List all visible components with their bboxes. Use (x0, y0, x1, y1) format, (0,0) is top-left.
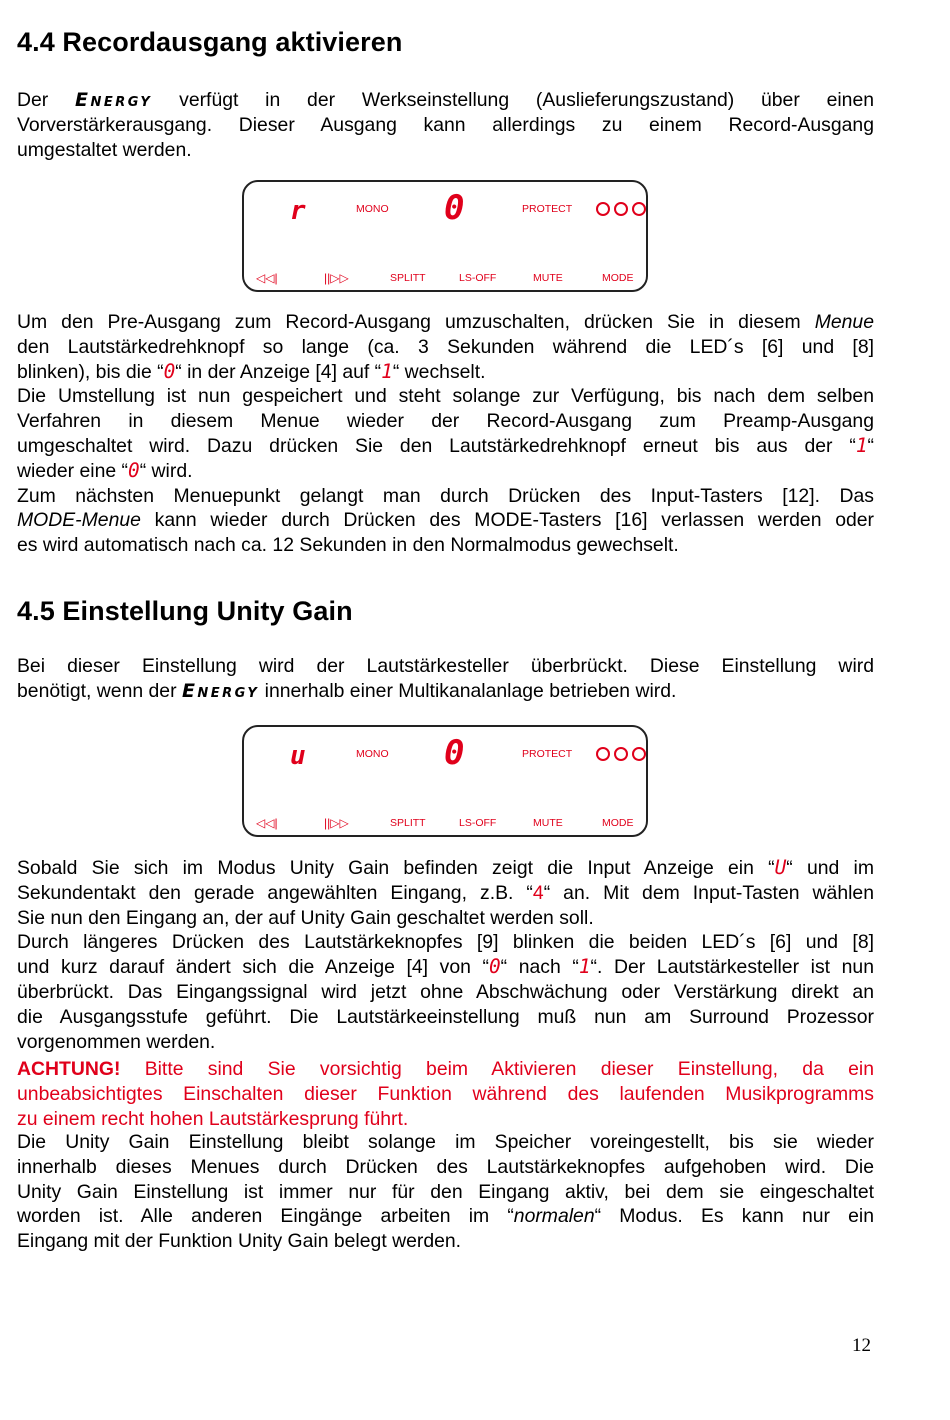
body-text: Sie nun den Eingang an, der auf Unity Gain geschaltet werden soll. (17, 906, 594, 929)
mode-label: MODE (602, 817, 634, 829)
previous-icon: ◁◁| (256, 271, 278, 285)
body-text: “ wechselt. (392, 360, 486, 383)
warning-text: Bitte sind Sie vorsichtig beim Aktivieren dieser Einstellung, da ein (144, 1058, 875, 1080)
led-circle-icon (614, 202, 628, 216)
mute-label: MUTE (533, 817, 563, 829)
mode-label: MODE (602, 272, 634, 284)
body-text: “. Der Lautstärkesteller ist nun (590, 956, 874, 979)
body-text: Verfahren in diesem Menue wieder der Record-Ausgang zum Preamp-Ausgang (17, 410, 874, 433)
body-text: “ in der Anzeige [4] auf “ (175, 360, 382, 383)
previous-icon: ◁◁| (256, 816, 278, 830)
section-4-4-intro (17, 88, 874, 162)
segment-glyph: 0 (163, 359, 176, 383)
intro-text: verfügt in der Werkseinstellung (Auslieferungszustand) über einen (179, 89, 875, 111)
splitt-label: SPLITT (390, 272, 426, 284)
body-text: vorgenommen werden. (17, 1030, 216, 1053)
protect-indicator: PROTECT (522, 203, 573, 215)
mono-indicator: MONO (356, 748, 389, 760)
body-text: überbrückt. Das Eingangssignal wird jetzt ohne Abschwächung oder Verstärkung direkt an (17, 980, 874, 1003)
led-circle-icon (632, 747, 646, 761)
body-text: blinken), bis die “ (17, 360, 164, 383)
protect-indicator: PROTECT (522, 748, 573, 760)
led-circle-icon (614, 747, 628, 761)
body-text: Sobald Sie sich im Modus Unity Gain befinden zeigt die Input Anzeige ein “ (17, 857, 775, 879)
body-text: und kurz darauf ändert sich die Anzeige [4] von “ (17, 956, 489, 979)
body-text: “ (867, 434, 874, 457)
display-symbol: r (290, 196, 306, 226)
display-digit: 0 (444, 188, 465, 228)
body-text: wieder eine “ (17, 459, 129, 482)
page-number: 12 (852, 1335, 871, 1356)
splitt-label: SPLITT (390, 817, 426, 829)
body-text: Sekundentakt den gerade angewählten Eingang, z.B. “ (17, 881, 533, 904)
segment-glyph: 1 (578, 955, 591, 979)
body-text: Eingang mit der Funktion Unity Gain belegt werden. (17, 1230, 462, 1253)
mute-label: MUTE (533, 272, 563, 284)
segment-glyph: 4 (532, 881, 544, 904)
body-text: “ an. Mit dem Input-Tasten wählen (543, 881, 874, 904)
mono-indicator: MONO (356, 203, 389, 215)
display-digit: 0 (444, 733, 465, 773)
closing-paragraph (17, 1130, 874, 1254)
led-circle-icon (596, 202, 610, 216)
energy-brand-logo: Energy (181, 679, 260, 702)
led-circle-icon (632, 202, 646, 216)
front-display-record (242, 180, 648, 292)
play-next-icon: ||▷▷ (324, 816, 349, 830)
warning-label: ACHTUNG! (17, 1058, 121, 1080)
body-emphasis: normalen (513, 1205, 595, 1228)
segment-glyph: 1 (381, 359, 393, 383)
body-text: innerhalb dieses Menues durch Drücken des Lautstärkeknopfes aufgehoben wird. Die (17, 1155, 874, 1178)
led-circle-icon (596, 747, 610, 761)
section-heading-4-5: 4.5 Einstellung Unity Gain (17, 596, 353, 626)
body-text: kann wieder durch Drücken des MODE-Tasters [16] verlassen werden oder (154, 509, 875, 532)
segment-glyph: 0 (128, 458, 140, 482)
energy-brand-logo: Energy (75, 89, 153, 111)
body-text: es wird automatisch nach ca. 12 Sekunden in den Normalmodus gewechselt. (17, 534, 679, 557)
display-symbol: u (290, 741, 306, 771)
section-heading-4-4: 4.4 Recordausgang aktivieren (17, 27, 403, 57)
ls-off-label: LS-OFF (459, 817, 497, 829)
section-4-5-body (17, 856, 874, 1054)
segment-glyph: 0 (488, 955, 501, 979)
section-4-5-intro (17, 654, 874, 704)
body-emphasis: MODE-Menue (17, 509, 141, 532)
body-text: “ und im (786, 857, 875, 879)
intro-text: Bei dieser Einstellung wird der Lautstärkesteller überbrückt. Diese Einstellung wird (17, 655, 874, 677)
body-text: Durch längeres Drücken des Lautstärkeknopfes [9] blinken die beiden LED´s [6] und [8] (17, 931, 874, 954)
intro-text: umgestaltet werden. (17, 138, 192, 161)
intro-text: innerhalb einer Multikanalanlage betrieben wird. (264, 679, 677, 702)
body-text: den Lautstärkedrehknopf so lange (ca. 3 Sekunden während die LED´s [6] und [8] (17, 335, 874, 358)
segment-glyph: 1 (855, 433, 868, 457)
body-text: worden ist. Alle anderen Eingänge arbeiten im “ (17, 1205, 514, 1228)
body-emphasis: Menue (814, 311, 874, 333)
body-text: Um den Pre-Ausgang zum Record-Ausgang umzuschalten, drücken Sie in diesem (17, 311, 801, 333)
body-text: die Ausgangsstufe geführt. Die Lautstärkeeinstellung muß nun am Surround Prozessor (17, 1005, 874, 1028)
play-next-icon: ||▷▷ (324, 271, 349, 285)
warning-text: unbeabsichtigtes Einschalten dieser Funktion während des laufenden Musikprogramms (17, 1082, 874, 1105)
ls-off-label: LS-OFF (459, 272, 497, 284)
section-4-4-body (17, 310, 874, 558)
body-text: Unity Gain Einstellung ist immer nur für den Eingang aktiv, bei dem sie eingeschaltet (17, 1180, 874, 1203)
status-leds (596, 747, 646, 761)
status-leds (596, 202, 646, 216)
body-text: “ Modus. Es kann nur ein (594, 1205, 874, 1228)
body-text: Zum nächsten Menuepunkt gelangt man durch Drücken des Input-Tasters [12]. Das (17, 484, 874, 507)
body-text: “ nach “ (500, 956, 579, 979)
intro-text: Der (17, 89, 49, 111)
intro-text: Vorverstärkerausgang. Dieser Ausgang kann allerdings zu einem Record-Ausgang (17, 113, 874, 136)
body-text: “ wird. (139, 459, 193, 482)
segment-glyph: U (774, 856, 787, 879)
warning-text: zu einem recht hohen Lautstärkesprung führt. (17, 1107, 409, 1130)
body-text: Die Unity Gain Einstellung bleibt solange im Speicher voreingestellt, bis sie wieder (17, 1131, 874, 1153)
body-text: Die Umstellung ist nun gespeichert und steht solange zur Verfügung, bis nach dem selben (17, 385, 874, 408)
front-display-unity (242, 725, 648, 837)
warning-paragraph (17, 1057, 874, 1131)
body-text: umgeschaltet wird. Dazu drücken Sie den Lautstärkedrehknopf erneut bis aus der “ (17, 434, 856, 457)
intro-text: benötigt, wenn der (17, 679, 177, 702)
